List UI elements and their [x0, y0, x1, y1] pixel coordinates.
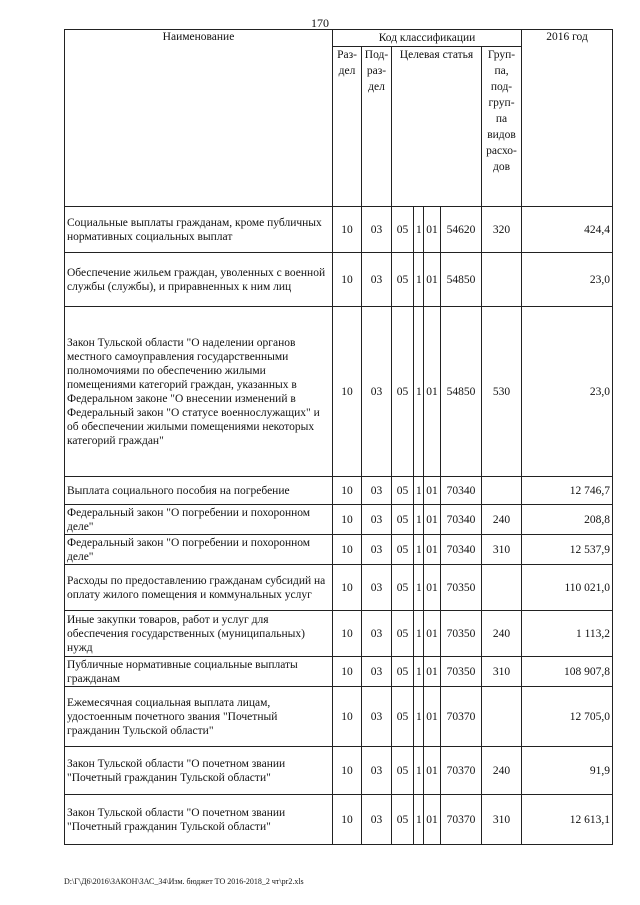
cell-podrazdel: 03 [362, 795, 392, 845]
cell-razdel: 10 [333, 535, 362, 565]
cell-name: Федеральный закон "О погребении и похоронном деле" [65, 505, 333, 535]
cell-amount: 424,4 [522, 207, 613, 253]
cell-t1: 05 [392, 565, 414, 611]
header-razdel: Раз- дел [333, 47, 362, 207]
table-row [65, 611, 613, 657]
cell-t4: 54850 [441, 307, 482, 477]
header-expense-group: Груп- па, под- груп- па видов расхо- дов [482, 47, 522, 207]
cell-razdel: 10 [333, 477, 362, 505]
cell-podrazdel: 03 [362, 657, 392, 687]
table-row [65, 505, 613, 535]
cell-amount: 1 113,2 [522, 611, 613, 657]
cell-name: Публичные нормативные социальные выплаты гражданам [65, 657, 333, 687]
cell-t3: 01 [424, 795, 441, 845]
cell-t2: 1 [414, 611, 424, 657]
cell-t2: 1 [414, 795, 424, 845]
cell-t4: 70370 [441, 687, 482, 747]
cell-t1: 05 [392, 687, 414, 747]
cell-t4: 54850 [441, 253, 482, 307]
cell-razdel: 10 [333, 747, 362, 795]
cell-vid [482, 477, 522, 505]
cell-t3: 01 [424, 207, 441, 253]
cell-podrazdel: 03 [362, 535, 392, 565]
table-row [65, 207, 613, 253]
cell-t4: 54620 [441, 207, 482, 253]
cell-t2: 1 [414, 253, 424, 307]
cell-razdel: 10 [333, 505, 362, 535]
cell-t4: 70350 [441, 611, 482, 657]
cell-t2: 1 [414, 747, 424, 795]
cell-t1: 05 [392, 657, 414, 687]
cell-amount: 12 746,7 [522, 477, 613, 505]
cell-name: Иные закупки товаров, работ и услуг для обеспечения государственных (муниципальных) нужд [65, 611, 333, 657]
cell-amount: 108 907,8 [522, 657, 613, 687]
cell-name: Федеральный закон "О погребении и похоронном деле" [65, 535, 333, 565]
table-body [65, 207, 613, 845]
cell-t3: 01 [424, 687, 441, 747]
cell-podrazdel: 03 [362, 687, 392, 747]
table-row [65, 795, 613, 845]
cell-vid [482, 687, 522, 747]
header-row-main [65, 30, 613, 47]
cell-t1: 05 [392, 253, 414, 307]
cell-vid [482, 253, 522, 307]
cell-t3: 01 [424, 477, 441, 505]
table-row [65, 657, 613, 687]
cell-razdel: 10 [333, 253, 362, 307]
page-number: 170 [311, 16, 329, 30]
cell-t1: 05 [392, 747, 414, 795]
cell-name: Расходы по предоставлению гражданам субсидий на оплату жилого помещения и коммунальных услуг [65, 565, 333, 611]
cell-name: Закон Тульской области "О наделении органов местного самоуправления государственными полномочиями по обеспечению жилыми помещениями категорий граждан, указанных в Федеральном законе "О внесении изменений в Федеральный закон "О статусе военнослужащих" и об обеспечении жилыми помещениями некоторых категорий граждан" [65, 307, 333, 477]
table-row [65, 687, 613, 747]
table-row [65, 253, 613, 307]
header-year: 2016 год [522, 30, 613, 207]
cell-vid: 310 [482, 535, 522, 565]
cell-vid: 310 [482, 795, 522, 845]
table-row [65, 307, 613, 477]
cell-t3: 01 [424, 565, 441, 611]
cell-vid: 240 [482, 747, 522, 795]
cell-t2: 1 [414, 535, 424, 565]
cell-razdel: 10 [333, 795, 362, 845]
cell-t2: 1 [414, 207, 424, 253]
cell-t4: 70370 [441, 747, 482, 795]
cell-podrazdel: 03 [362, 307, 392, 477]
cell-t1: 05 [392, 477, 414, 505]
cell-t4: 70340 [441, 477, 482, 505]
cell-t1: 05 [392, 795, 414, 845]
cell-t4: 70340 [441, 535, 482, 565]
cell-name: Обеспечение жильем граждан, уволенных с военной службы (службы), и приравненных к ним лиц [65, 253, 333, 307]
cell-podrazdel: 03 [362, 747, 392, 795]
cell-podrazdel: 03 [362, 565, 392, 611]
cell-t4: 70350 [441, 565, 482, 611]
table-row [65, 535, 613, 565]
cell-t1: 05 [392, 307, 414, 477]
cell-razdel: 10 [333, 207, 362, 253]
cell-name: Выплата социального пособия на погребение [65, 477, 333, 505]
cell-t2: 1 [414, 477, 424, 505]
table-row [65, 477, 613, 505]
cell-t3: 01 [424, 307, 441, 477]
cell-vid [482, 565, 522, 611]
cell-razdel: 10 [333, 687, 362, 747]
header-target-article: Целевая статья [392, 47, 482, 207]
cell-vid: 240 [482, 611, 522, 657]
cell-podrazdel: 03 [362, 477, 392, 505]
cell-t2: 1 [414, 565, 424, 611]
cell-name: Ежемесячная социальная выплата лицам, удостоенным почетного звания "Почетный гражданин Тульской области" [65, 687, 333, 747]
cell-amount: 91,9 [522, 747, 613, 795]
cell-t2: 1 [414, 657, 424, 687]
cell-amount: 23,0 [522, 307, 613, 477]
cell-podrazdel: 03 [362, 207, 392, 253]
cell-podrazdel: 03 [362, 505, 392, 535]
cell-vid: 530 [482, 307, 522, 477]
table-row [65, 565, 613, 611]
budget-table [64, 29, 613, 845]
cell-razdel: 10 [333, 307, 362, 477]
cell-t2: 1 [414, 307, 424, 477]
footer-file-path: D:\Г\Д6\2016\ЗАКОН\ЗАС_34\Изм. бюджет ТО 2016-2018_2 чт\pr2.xls [64, 877, 304, 886]
cell-t2: 1 [414, 687, 424, 747]
cell-t3: 01 [424, 505, 441, 535]
cell-t1: 05 [392, 611, 414, 657]
cell-t1: 05 [392, 535, 414, 565]
cell-razdel: 10 [333, 657, 362, 687]
header-classification: Код классификации [333, 30, 522, 47]
cell-vid: 320 [482, 207, 522, 253]
cell-t3: 01 [424, 253, 441, 307]
cell-podrazdel: 03 [362, 253, 392, 307]
cell-vid: 310 [482, 657, 522, 687]
header-name: Наименование [65, 30, 333, 207]
cell-t3: 01 [424, 657, 441, 687]
cell-t3: 01 [424, 611, 441, 657]
cell-t3: 01 [424, 535, 441, 565]
cell-amount: 12 705,0 [522, 687, 613, 747]
cell-amount: 23,0 [522, 253, 613, 307]
header-podrazdel: Под- раз- дел [362, 47, 392, 207]
cell-amount: 208,8 [522, 505, 613, 535]
cell-amount: 110 021,0 [522, 565, 613, 611]
table-row [65, 747, 613, 795]
cell-razdel: 10 [333, 611, 362, 657]
cell-t1: 05 [392, 505, 414, 535]
cell-vid: 240 [482, 505, 522, 535]
cell-t4: 70370 [441, 795, 482, 845]
cell-name: Закон Тульской области "О почетном звании "Почетный гражданин Тульской области" [65, 795, 333, 845]
cell-t1: 05 [392, 207, 414, 253]
cell-name: Социальные выплаты гражданам, кроме публичных нормативных социальных выплат [65, 207, 333, 253]
cell-razdel: 10 [333, 565, 362, 611]
cell-amount: 12 537,9 [522, 535, 613, 565]
cell-t4: 70340 [441, 505, 482, 535]
cell-amount: 12 613,1 [522, 795, 613, 845]
cell-t4: 70350 [441, 657, 482, 687]
cell-name: Закон Тульской области "О почетном звании "Почетный гражданин Тульской области" [65, 747, 333, 795]
cell-t3: 01 [424, 747, 441, 795]
cell-podrazdel: 03 [362, 611, 392, 657]
cell-t2: 1 [414, 505, 424, 535]
